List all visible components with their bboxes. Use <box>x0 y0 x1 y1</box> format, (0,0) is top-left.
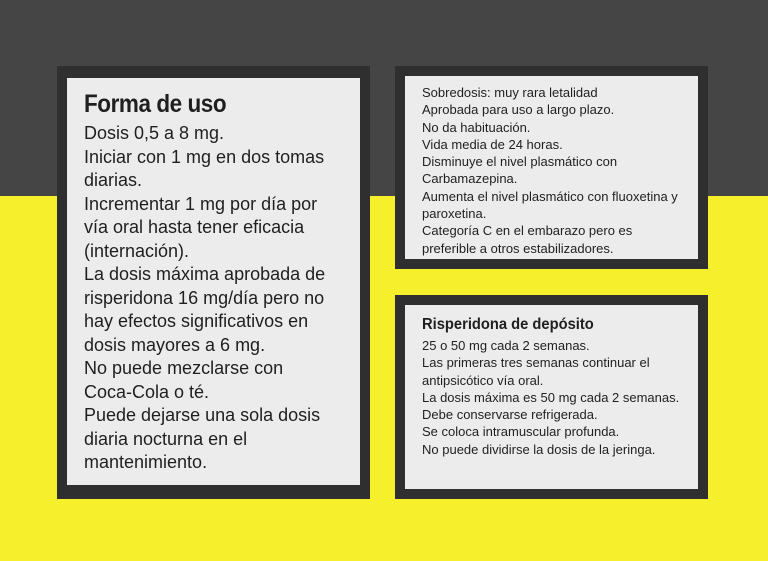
depot-card <box>395 295 708 499</box>
properties-line: preferible a otros estabilizadores. <box>422 240 614 256</box>
depot-line: Debe conservarse refrigerada. <box>422 407 598 423</box>
depot-line: antipsicótico vía oral. <box>422 372 544 388</box>
properties-line: Carbamazepina. <box>422 171 518 187</box>
depot-line: Se coloca intramuscular profunda. <box>422 424 620 440</box>
usage-line: Iniciar con 1 mg en dos tomas <box>84 146 325 167</box>
usage-line: mantenimiento. <box>84 452 208 472</box>
depot-card-title: Risperidona de depósito <box>422 316 594 333</box>
properties-line: Categoría C en el embarazo pero es <box>422 223 633 239</box>
usage-line: dosis mayores a 6 mg. <box>84 334 266 355</box>
usage-line: hay efectos significativos en <box>84 311 309 331</box>
depot-card-body <box>422 337 694 458</box>
properties-line: Aumenta el nivel plasmático con fluoxetina y <box>422 188 678 204</box>
usage-line: Coca-Cola o té. <box>84 381 210 402</box>
depot-line: No puede dividirse la dosis de la jeringa. <box>422 441 656 457</box>
properties-line: paroxetina. <box>422 206 487 222</box>
properties-line: Disminuye el nivel plasmático con <box>422 154 618 170</box>
usage-line: La dosis máxima aprobada de <box>84 264 326 284</box>
depot-line: La dosis máxima es 50 mg cada 2 semanas. <box>422 389 680 405</box>
depot-line: Las primeras tres semanas continuar el <box>422 355 650 371</box>
properties-card-body <box>422 84 692 257</box>
usage-line: diarias. <box>84 170 143 190</box>
usage-line: Dosis 0,5 a 8 mg. <box>84 123 225 143</box>
usage-line: vía oral hasta tener eficacia <box>84 217 305 237</box>
usage-line: No puede mezclarse con <box>84 358 284 378</box>
usage-line: (internación). <box>84 240 190 261</box>
properties-card <box>395 66 708 269</box>
usage-card-title: Forma de uso <box>84 90 227 118</box>
properties-line: Sobredosis: muy rara letalidad <box>422 85 598 100</box>
usage-line: risperidona 16 mg/día pero no <box>84 287 325 308</box>
usage-line: Puede dejarse una sola dosis <box>84 405 321 425</box>
properties-line: Aprobada para uso a largo plazo. <box>422 102 615 118</box>
depot-line: 25 o 50 mg cada 2 semanas. <box>422 338 590 353</box>
properties-line: Vida media de 24 horas. <box>422 136 563 152</box>
usage-line: Incrementar 1 mg por día por <box>84 193 318 214</box>
usage-line: diaria nocturna en el <box>84 428 248 449</box>
usage-card-body <box>84 122 350 475</box>
usage-card <box>57 66 370 499</box>
properties-line: No da habituación. <box>422 119 531 135</box>
